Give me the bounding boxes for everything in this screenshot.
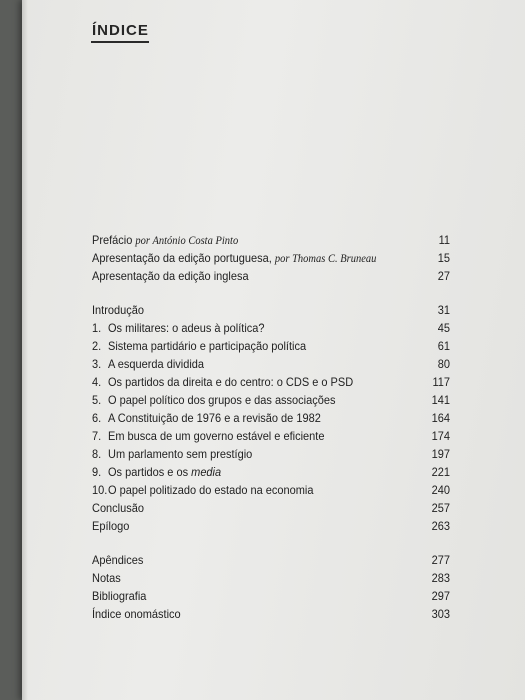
entry-page: 297 xyxy=(431,590,450,604)
chapter-title: Um parlamento sem prestígio xyxy=(108,448,253,462)
toc-chapter-6 xyxy=(92,409,450,428)
toc-chapter-9 xyxy=(92,463,450,482)
chapter-number: 2. xyxy=(92,340,102,354)
entry-page: 61 xyxy=(437,340,450,354)
chapter-number: 10. xyxy=(92,484,108,498)
toc-chapter-7 xyxy=(92,427,450,446)
index-title: ÍNDICE xyxy=(92,22,149,39)
entry-page: 174 xyxy=(431,430,450,444)
entry-label: Conclusão xyxy=(92,502,144,516)
toc-entry-prefacio xyxy=(92,231,450,250)
entry-label: Epílogo xyxy=(92,520,130,534)
entry-label: Prefácio xyxy=(92,234,133,248)
toc-entry-conclusao xyxy=(92,499,450,518)
chapter-title: Os militares: o adeus à política? xyxy=(108,322,265,336)
toc-entry-introducao xyxy=(92,301,450,320)
toc-entry-apresentacao-inglesa xyxy=(92,267,450,286)
toc-chapter-3 xyxy=(92,355,450,374)
entry-page: 164 xyxy=(431,412,450,426)
book-page xyxy=(22,0,525,700)
entry-label: Notas xyxy=(92,572,121,586)
toc-entry-notas xyxy=(92,569,450,588)
toc-entry-bibliografia xyxy=(92,587,450,606)
chapter-number: 1. xyxy=(92,322,102,336)
entry-page: 45 xyxy=(437,322,450,336)
chapter-number: 6. xyxy=(92,412,102,426)
entry-page: 80 xyxy=(437,358,450,372)
page-gutter-shadow xyxy=(22,0,28,700)
entry-page: 197 xyxy=(431,448,450,462)
toc-entry-indice-onomastico xyxy=(92,605,450,624)
chapter-number: 8. xyxy=(92,448,102,462)
toc-chapter-1 xyxy=(92,319,450,338)
toc-chapter-2 xyxy=(92,337,450,356)
entry-page: 257 xyxy=(431,502,450,516)
entry-label: Introdução xyxy=(92,304,144,318)
toc-entry-apendices xyxy=(92,551,450,570)
toc-chapter-8 xyxy=(92,445,450,464)
entry-page: 15 xyxy=(437,252,450,266)
entry-page: 303 xyxy=(431,608,450,622)
entry-label: Bibliografia xyxy=(92,590,147,604)
chapter-number: 4. xyxy=(92,376,102,390)
chapter-title: Os partidos e os xyxy=(108,466,189,480)
entry-page: 240 xyxy=(431,484,450,498)
toc-chapter-10 xyxy=(92,481,450,500)
chapter-title: A Constituição de 1976 e a revisão de 1982 xyxy=(108,412,321,426)
chapter-title-italic: media xyxy=(191,466,222,480)
entry-label: Apresentação da edição portuguesa, xyxy=(92,252,272,266)
toc-entry-apresentacao-portuguesa xyxy=(92,249,450,268)
toc-chapter-5 xyxy=(92,391,450,410)
entry-page: 31 xyxy=(437,304,450,318)
entry-label: Apresentação da edição inglesa xyxy=(92,270,249,284)
toc-chapter-4 xyxy=(92,373,450,392)
chapter-number: 3. xyxy=(92,358,102,372)
entry-page: 27 xyxy=(437,270,450,284)
entry-page: 117 xyxy=(432,376,450,390)
entry-page: 283 xyxy=(431,572,450,586)
chapter-title: Sistema partidário e participação política xyxy=(108,340,307,354)
entry-page: 11 xyxy=(438,234,450,248)
entry-page: 141 xyxy=(431,394,450,408)
entry-label: Apêndices xyxy=(92,554,144,568)
chapter-title: O papel político dos grupos e das associações xyxy=(108,394,336,408)
toc-entry-epilogo xyxy=(92,517,450,536)
chapter-title: A esquerda dividida xyxy=(108,358,205,372)
title-underline xyxy=(91,41,149,43)
entry-page: 221 xyxy=(431,466,450,480)
entry-page: 277 xyxy=(431,554,450,568)
chapter-number: 5. xyxy=(92,394,102,408)
chapter-title: Os partidos da direita e do centro: o CDS e o PSD xyxy=(108,376,354,390)
chapter-number: 7. xyxy=(92,430,102,444)
entry-credit: por Thomas C. Bruneau xyxy=(274,253,377,266)
entry-page: 263 xyxy=(431,520,450,534)
chapter-title: O papel politizado do estado na economia xyxy=(108,484,314,498)
entry-label: Índice onomástico xyxy=(92,608,181,622)
chapter-number: 9. xyxy=(92,466,102,480)
chapter-title: Em busca de um governo estável e eficiente xyxy=(108,430,325,444)
entry-credit: por António Costa Pinto xyxy=(135,235,239,248)
